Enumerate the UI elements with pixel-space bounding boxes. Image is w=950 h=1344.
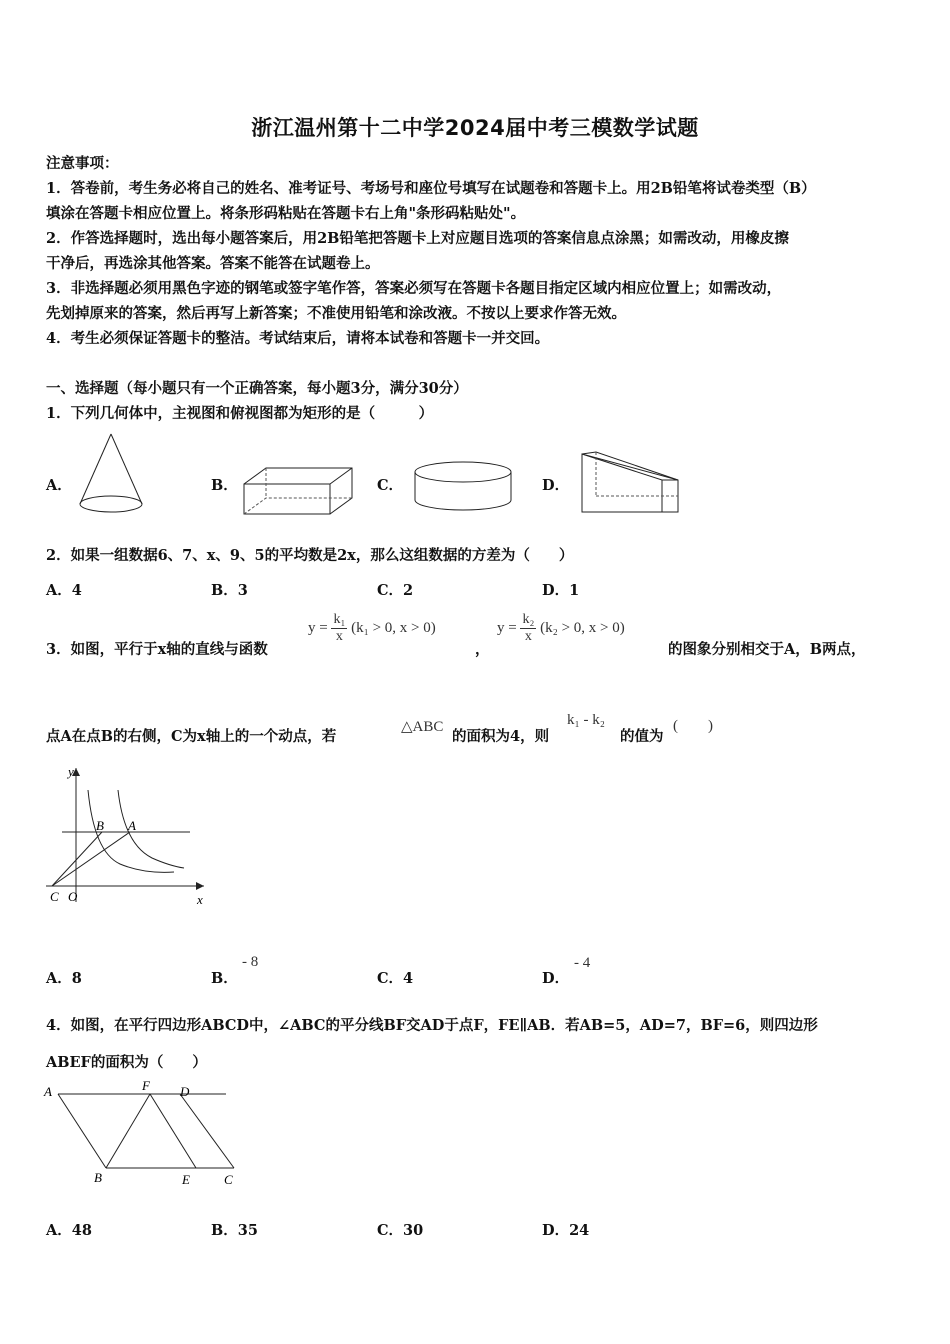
notice-line: 3．非选择题必须用黑色字迹的钢笔或签字笔作答，答案必须写在答题卡各题目指定区域内相应位置上；如需改动，	[46, 280, 782, 297]
q2-stem: 2．如果一组数据6、7、x、9、5的平均数是2x，那么这组数据的方差为（ ）	[46, 547, 574, 564]
q3-answer-paren: ( )	[673, 718, 713, 734]
q2-option-c: C．2	[377, 582, 414, 599]
q4-parallelogram	[40, 1076, 240, 1188]
q3-option-c: C．4	[377, 970, 414, 987]
notice-line: 填涂在答题卡相应位置上。将条形码粘贴在答题卡右上角"条形码粘贴处"。	[46, 205, 526, 222]
q3-option-b-value: - 8	[242, 954, 259, 970]
vertex-b-label: B	[94, 1170, 102, 1185]
prism-figure	[576, 450, 686, 520]
q1-option-d: D．	[542, 477, 570, 494]
q3-function-2: y = $\frac{\text{k₂}}{x}$ (k₂ > 0, x > 0)	[497, 612, 625, 644]
q1-option-c: C．	[377, 477, 404, 494]
vertex-a-label: A	[44, 1084, 52, 1099]
origin-label: O	[68, 889, 78, 904]
q3-stem-b: 的图象分别相交于A，B两点，	[668, 641, 866, 658]
x-axis-label: x	[197, 892, 203, 907]
q3-expression: k₁ - k₂	[567, 712, 605, 728]
q4-stem-line2: ABEF的面积为（ ）	[46, 1054, 207, 1071]
q4-stem-line1: 4．如图，在平行四边形ABCD中，∠ABC的平分线BF交AD于点F，FE∥AB．若AB=5，AD=7，BF=6，则四边形	[46, 1017, 818, 1034]
q4-option-b: B．35	[211, 1222, 258, 1239]
cone-figure	[76, 430, 146, 516]
q3-function-1: y = $\frac{\text{k₁}}{x}$ (k₁ > 0, x > 0)	[308, 612, 436, 644]
section-heading: 一、选择题（每小题只有一个正确答案，每小题3分，满分30分）	[46, 380, 468, 397]
frac-numerator: k₁	[333, 612, 346, 627]
q3-stem-d: 的面积为4，则	[452, 728, 550, 745]
notice-line: 先划掉原来的答案，然后再写上新答案；不准使用铅笔和涂改液。不按以上要求作答无效。	[46, 305, 626, 322]
frac-denominator: x	[335, 629, 343, 644]
q4-option-d: D．24	[542, 1222, 590, 1239]
point-b-label: B	[96, 818, 104, 833]
notice-line: 2．作答选择题时，选出每小题答案后，用2B铅笔把答题卡上对应题目选项的答案信息点涂黑；如需改动，用橡皮擦	[46, 230, 789, 247]
q3-graph	[42, 760, 212, 910]
q3-comma: ，	[475, 641, 490, 658]
y-axis-label: y	[68, 764, 74, 779]
page-title: 浙江温州第十二中学2024届中考三模数学试题	[251, 116, 699, 140]
q2-option-d: D．1	[542, 582, 580, 599]
cuboid-figure	[238, 462, 358, 518]
q3-stem-a: 3．如图，平行于x轴的直线与函数	[46, 641, 268, 658]
notice-line: 干净后，再选涂其他答案。答案不能答在试题卷上。	[46, 255, 380, 272]
q3-triangle: △ABC	[401, 719, 444, 735]
vertex-d-label: D	[180, 1084, 190, 1099]
notice-line: 1．答卷前，考生务必将自己的姓名、准考证号、考场号和座位号填写在试题卷和答题卡上。用2B铅笔将试卷类型（B）	[46, 180, 816, 197]
q3-stem-c: 点A在点B的右侧，C为x轴上的一个动点，若	[46, 728, 337, 745]
q1-stem: 1．下列几何体中，主视图和俯视图都为矩形的是（ ）	[46, 405, 434, 422]
cylinder-figure	[408, 458, 518, 516]
frac-denominator: x	[524, 629, 532, 644]
vertex-e-label: E	[182, 1172, 190, 1187]
q2-option-a: A．4	[46, 582, 82, 599]
q1-option-a: A．	[46, 477, 72, 494]
point-c-label: C	[50, 889, 59, 904]
vertex-f-label: F	[142, 1078, 150, 1093]
frac-numerator: k₂	[522, 612, 535, 627]
q4-option-a: A．48	[46, 1222, 92, 1239]
q4-option-c: C．30	[377, 1222, 424, 1239]
notice-heading: 注意事项：	[46, 155, 119, 172]
q2-option-b: B．3	[211, 582, 248, 599]
q3-stem-e: 的值为	[620, 728, 664, 745]
q1-option-b: B．	[211, 477, 238, 494]
point-a-label: A	[128, 818, 136, 833]
q3-option-d: D．	[542, 970, 570, 987]
vertex-c-label: C	[224, 1172, 233, 1187]
q3-option-d-value: - 4	[574, 955, 591, 971]
notice-line: 4．考生必须保证答题卡的整洁。考试结束后，请将本试卷和答题卡一并交回。	[46, 330, 550, 347]
q3-option-a: A．8	[46, 970, 82, 987]
q3-option-b: B．	[211, 970, 238, 987]
